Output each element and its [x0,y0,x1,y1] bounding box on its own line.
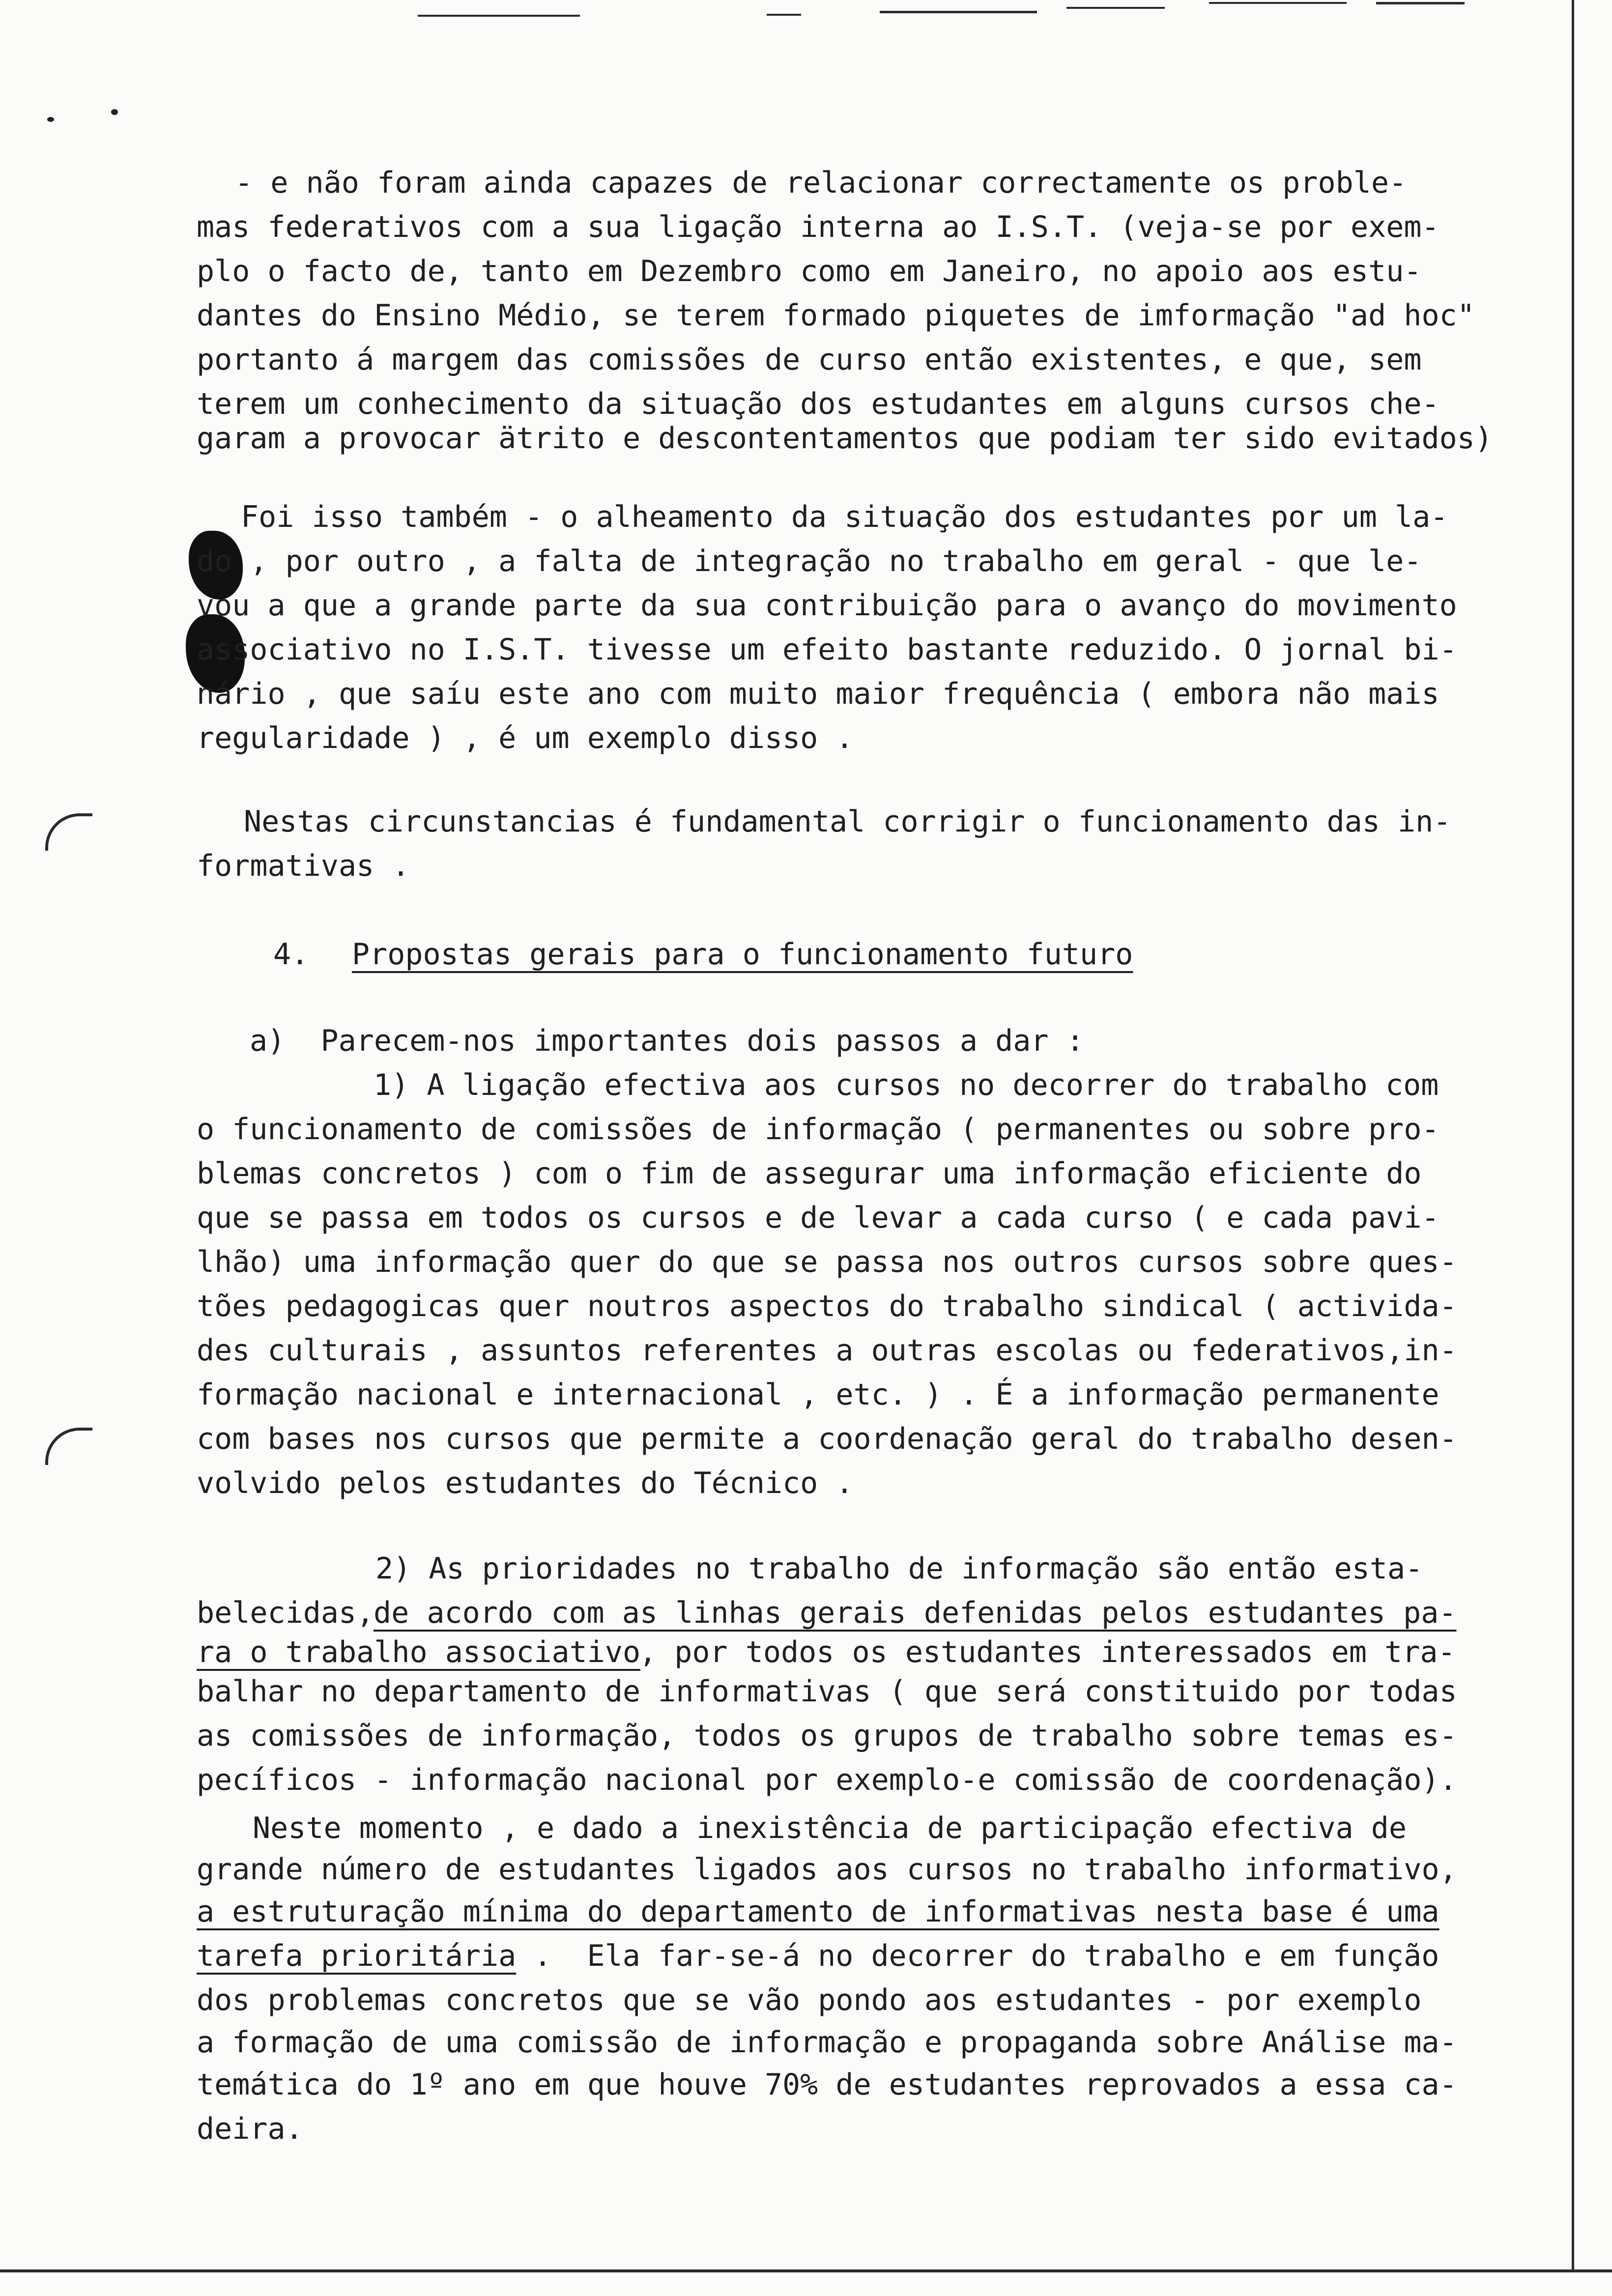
binding-bracket [45,1428,92,1465]
text-line: des culturais , assuntos referentes a outras escolas ou federativos,in- [197,1333,1457,1368]
text-line: portanto á margem das comissões de curso então existentes, e que, sem [197,343,1422,377]
text-line: o funcionamento de comissões de informação ( permanentes ou sobre pro- [197,1112,1439,1147]
text-line: a formação de uma comissão de informação e propaganda sobre Análise ma- [197,2025,1457,2060]
punch-mark [47,117,54,122]
text-line: com bases nos cursos que permite a coordenação geral do trabalho desen- [197,1422,1457,1456]
scan-top-dash [1066,7,1165,9]
text-line: 1) A ligação efectiva aos cursos no decorrer do trabalho com [374,1068,1439,1102]
binding-bracket [45,813,92,851]
text-line: lhão) uma informação quer do que se passa nos outros cursos sobre ques- [197,1245,1457,1279]
text-line: 2) As prioridades no trabalho de informação são então esta- [375,1551,1423,1586]
text-line: formação nacional e internacional , etc. ) . É a informação permanente [197,1378,1439,1412]
text-line: pecíficos - informação nacional por exemplo-e comissão de coordenação). [197,1763,1457,1797]
scan-top-dash [880,11,1037,13]
text-line: associativo no I.S.T. tivesse um efeito bastante reduzido. O jornal bi- [197,632,1457,667]
scan-top-dash [1209,2,1347,4]
text-line: , por todos os estudantes interessados em tra- [639,1635,1456,1669]
text-line: formativas . [197,849,410,883]
text-line: terem um conhecimento da situação dos estudantes em alguns cursos che- [197,387,1439,421]
text-line: a) Parecem-nos importantes dois passos a dar : [250,1024,1084,1058]
text-line: que se passa em todos os cursos e de levar a cada curso ( e cada pavi- [197,1201,1439,1235]
text-line: dantes do Ensino Médio, se terem formado piquetes de imformação "ad hoc" [197,298,1475,333]
text-line: do , por outro , a falta de integração no trabalho em geral - que le- [197,544,1422,578]
text-line: dos problemas concretos que se vão pondo aos estudantes - por exemplo [197,1983,1422,2017]
underlined-phrase: tarefa prioritária [197,1939,517,1973]
text-line: garam a provocar ätrito e descontentamentos que podiam ter sido evitados) [197,421,1493,456]
text-line: vou a que a grande parte da sua contribuição para o avanço do movimento [197,588,1457,623]
text-line: deira. [197,2112,303,2146]
text-line: as comissões de informação, todos os grupos de trabalho sobre temas es- [197,1719,1457,1753]
right-edge-line [1572,0,1574,2270]
text-line: mas federativos com a sua ligação interna ao I.S.T. (veja-se por exem- [197,210,1439,244]
underlined-phrase: a estruturação mínima do departamento de informativas nesta base é uma [197,1894,1439,1929]
text-line: temática do 1º ano em que houve 70% de estudantes reprovados a essa ca- [197,2067,1457,2102]
text-line: grande número de estudantes ligados aos cursos no trabalho informativo, [197,1852,1457,1887]
text-line: tões pedagogicas quer noutros aspectos do trabalho sindical ( activida- [197,1289,1457,1323]
bottom-edge-line [0,2269,1612,2272]
text-line: belecidas, [197,1596,374,1630]
text-line: blemas concretos ) com o fim de assegurar uma informação eficiente do [197,1156,1422,1191]
section-heading: Propostas gerais para o funcionamento futuro [352,937,1133,972]
text-line: Nestas circunstancias é fundamental corrigir o funcionamento das in- [244,804,1451,839]
text-line: Foi isso também - o alheamento da situação dos estudantes por um la- [241,500,1448,534]
text-line: . Ela far-se-á no decorrer do trabalho e em função [516,1939,1439,1973]
text-line: nário , que saíu este ano com muito maior frequência ( embora não mais [197,677,1439,711]
text-line: plo o facto de, tanto em Dezembro como em Janeiro, no apoio aos estu- [197,254,1422,288]
section-number: 4. [273,937,309,972]
scan-top-dash [1376,2,1465,4]
punch-mark [111,109,118,115]
text-line: regularidade ) , é um exemplo disso . [197,721,854,755]
text-line: balhar no departamento de informativas ( que será constituido por todas [197,1674,1457,1709]
text-line: - e não foram ainda capazes de relacionar correctamente os proble- [235,166,1407,200]
text-line: volvido pelos estudantes do Técnico . [197,1466,854,1500]
underlined-phrase: ra o trabalho associativo [197,1635,641,1669]
scan-top-dash [418,15,580,17]
underlined-phrase: de acordo com as linhas gerais defenidas pelos estudantes pa- [374,1596,1457,1630]
scan-top-dash [767,14,801,16]
text-line: Neste momento , e dado a inexistência de participação efectiva de [253,1811,1407,1845]
